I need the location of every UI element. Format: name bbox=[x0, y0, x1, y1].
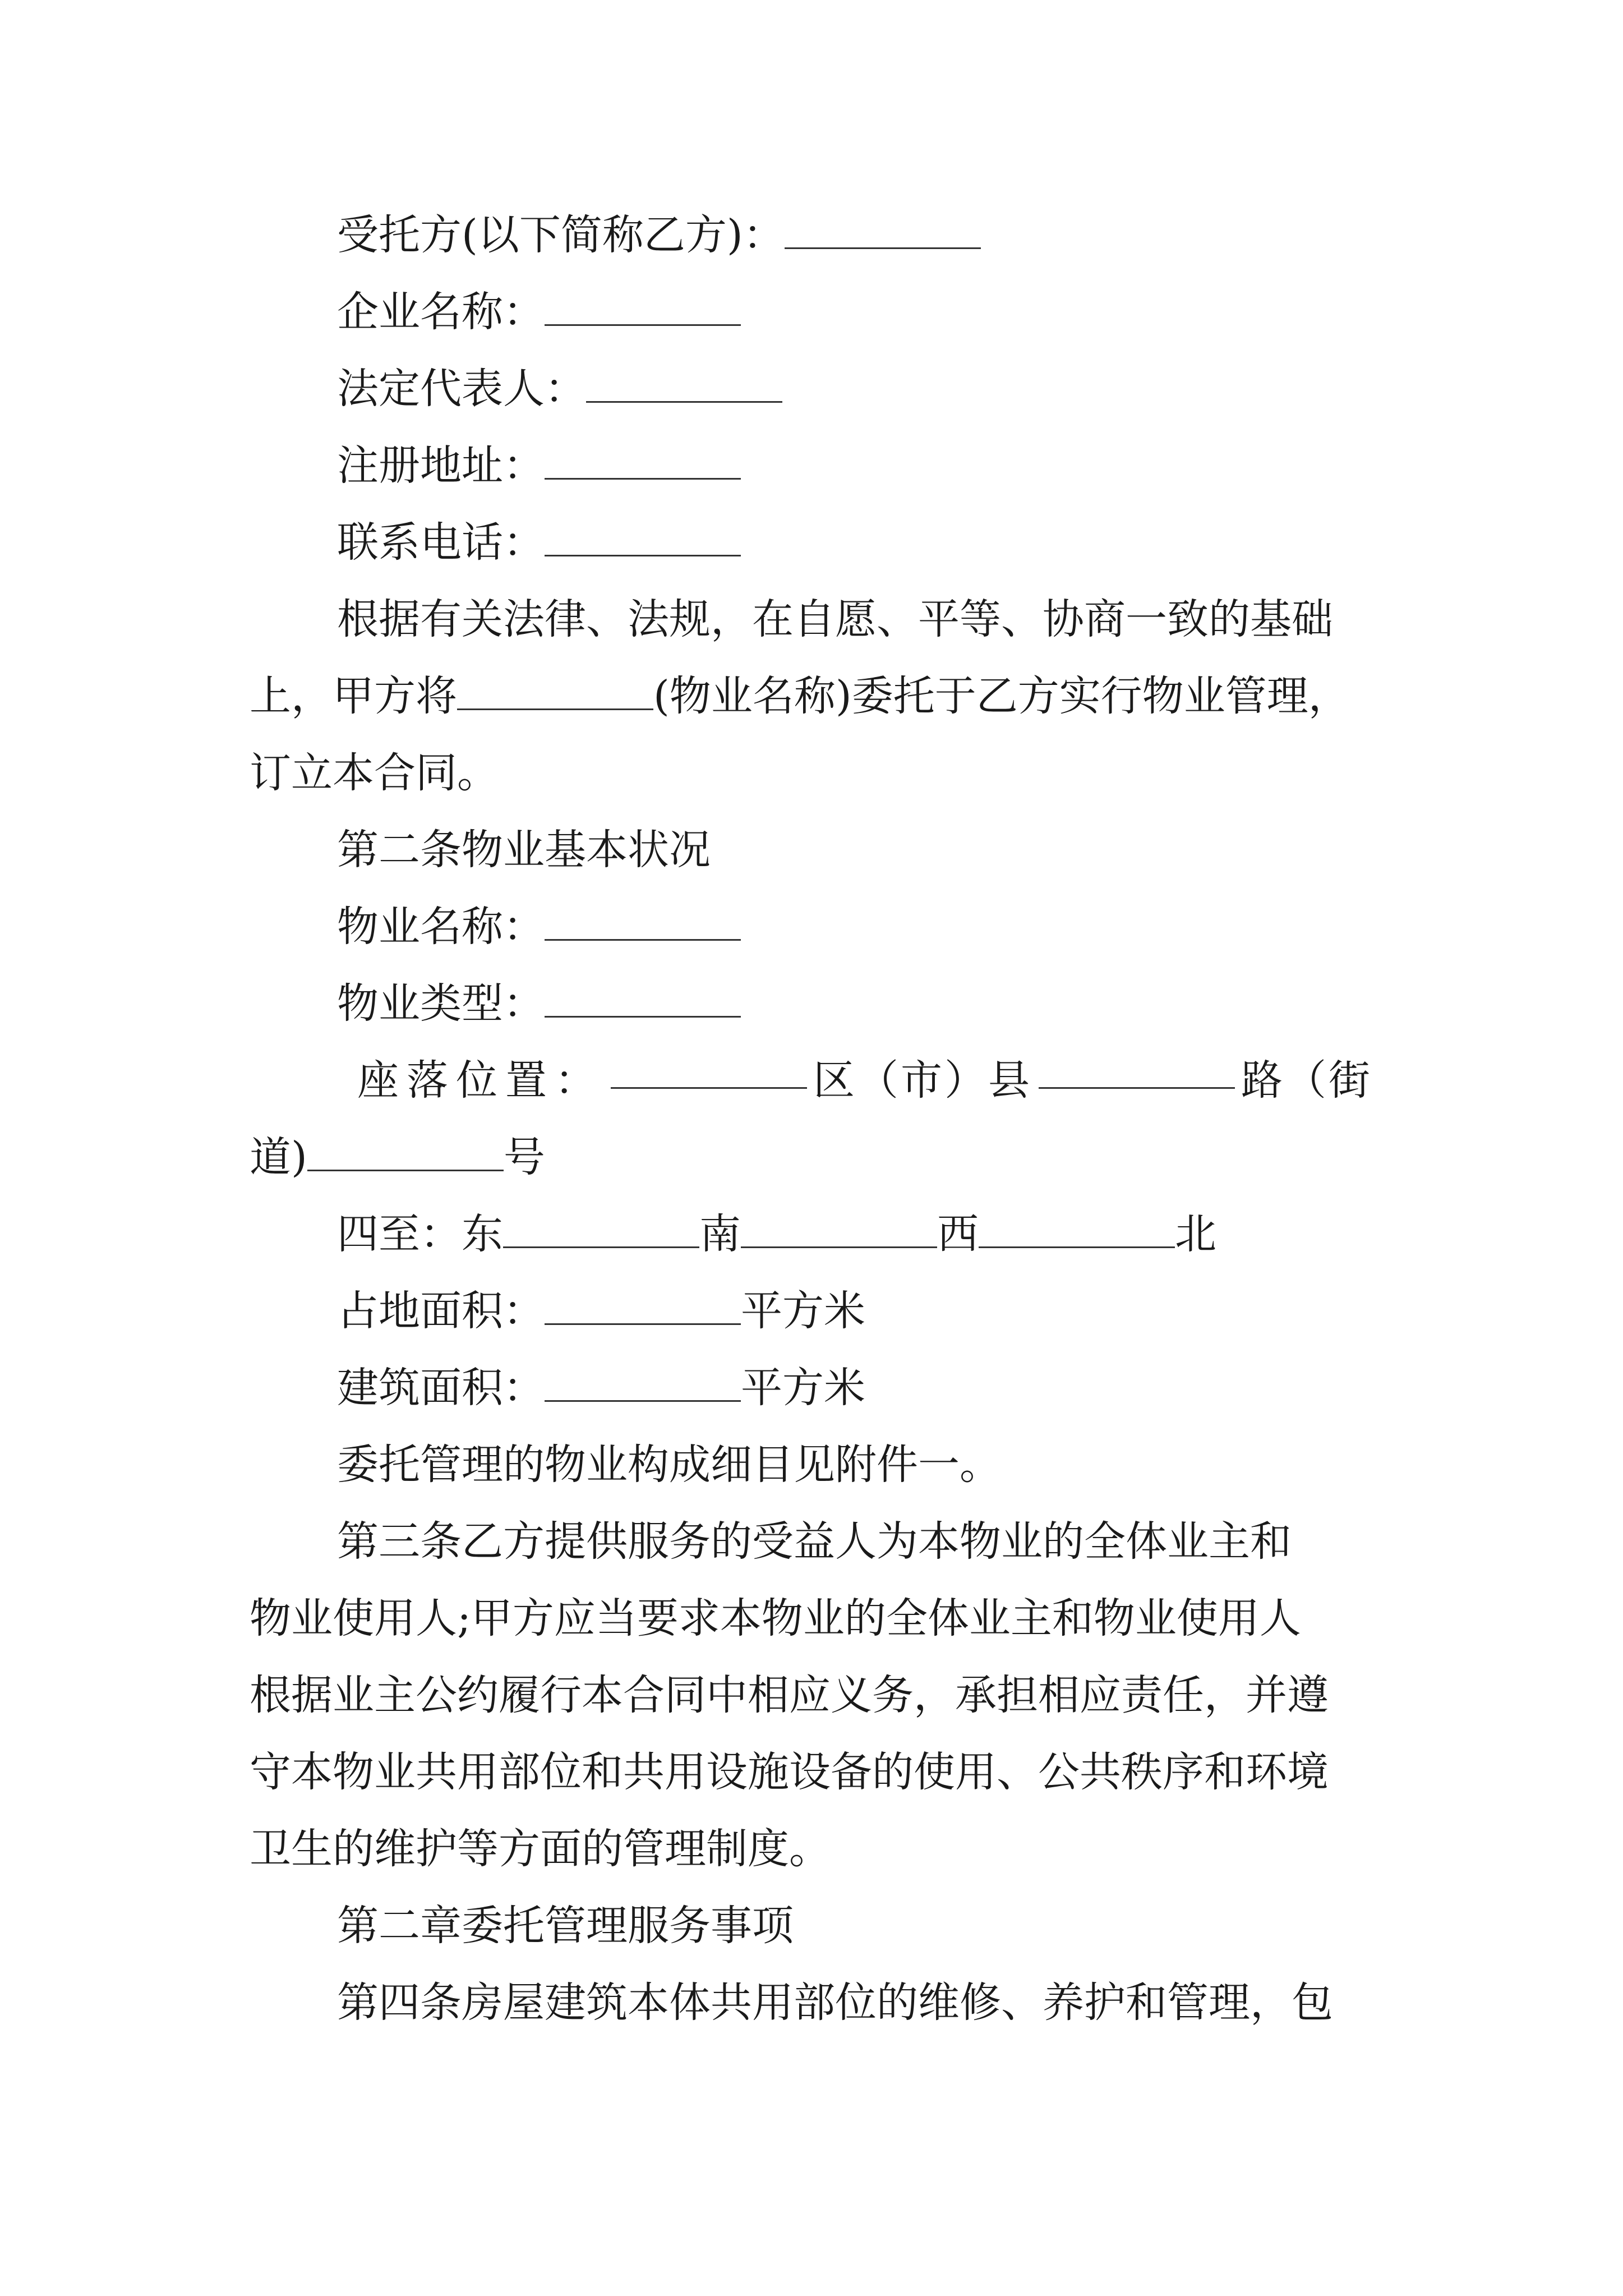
article-3-line-5 bbox=[250, 1821, 831, 1877]
intro-text-1: 根据有关法律、法规，在自愿、平等、协商一致的基础 bbox=[337, 595, 1333, 643]
article-3-line-4 bbox=[250, 1744, 1329, 1800]
detail-note: 委托管理的物业构成细目见附件一。 bbox=[337, 1441, 1001, 1489]
location-district: 区（市）县 bbox=[813, 1056, 1032, 1105]
building-area-unit: 平方米 bbox=[741, 1364, 865, 1412]
location-road: 路（街 bbox=[1241, 1056, 1372, 1105]
land-area-unit: 平方米 bbox=[741, 1287, 865, 1335]
property-name-line bbox=[337, 899, 741, 955]
company-name-line bbox=[337, 284, 741, 340]
phone-label: 联系电话： bbox=[337, 518, 545, 567]
building-area-label: 建筑面积： bbox=[337, 1364, 545, 1412]
boundary-north-label: 北 bbox=[1175, 1210, 1216, 1258]
party-b-title-line bbox=[337, 207, 981, 263]
boundary-south-blank bbox=[741, 1212, 937, 1248]
land-area-blank bbox=[545, 1289, 741, 1325]
location-blank-2 bbox=[1039, 1052, 1235, 1089]
legal-rep-label: 法定代表人： bbox=[337, 365, 586, 413]
company-name-label: 企业名称： bbox=[337, 288, 545, 336]
legal-rep-line bbox=[337, 361, 782, 417]
location-label: 座落位置： bbox=[357, 1056, 604, 1105]
boundary-south-label: 南 bbox=[699, 1210, 741, 1258]
boundaries-label: 四至：东 bbox=[337, 1210, 503, 1258]
location-blank-3 bbox=[307, 1135, 504, 1171]
party-b-blank bbox=[785, 213, 981, 249]
phone-line bbox=[337, 514, 741, 570]
article-4-line-1 bbox=[337, 1975, 1333, 2031]
intro-text-2b: (物业名称)委托于乙方实行物业管理， bbox=[653, 672, 1350, 720]
detail-note-line bbox=[337, 1437, 1001, 1493]
property-type-line bbox=[337, 976, 741, 1032]
intro-text-2a: 上，甲方将 bbox=[250, 672, 457, 720]
property-type-label: 物业类型： bbox=[337, 979, 545, 1028]
article-4-text-1: 第四条房屋建筑本体共用部位的维修、养护和管理，包 bbox=[337, 1978, 1333, 2027]
legal-rep-blank bbox=[586, 366, 782, 403]
article-3-line-1 bbox=[337, 1513, 1292, 1570]
reg-address-blank bbox=[545, 443, 741, 480]
boundaries-line bbox=[337, 1206, 1216, 1262]
article-2-heading bbox=[337, 822, 711, 878]
location-number: 号 bbox=[503, 1133, 545, 1181]
location-blank-1 bbox=[611, 1052, 807, 1089]
property-name-inline-blank bbox=[457, 674, 653, 710]
chapter-2-heading-text: 第二章委托管理服务事项 bbox=[337, 1902, 794, 1950]
intro-line-1 bbox=[337, 591, 1333, 647]
article-3-text-2: 物业使用人;甲方应当要求本物业的全体业主和物业使用人 bbox=[250, 1594, 1301, 1642]
company-name-blank bbox=[545, 289, 741, 326]
article-3-line-3 bbox=[250, 1667, 1329, 1723]
location-line-2 bbox=[250, 1129, 545, 1185]
reg-address-line bbox=[337, 438, 741, 494]
article-3-text-4: 守本物业共用部位和共用设施设备的使用、公共秩序和环境 bbox=[250, 1748, 1329, 1796]
article-3-text-1: 第三条乙方提供服务的受益人为本物业的全体业主和 bbox=[337, 1517, 1292, 1566]
intro-line-3 bbox=[250, 745, 499, 801]
article-3-text-3: 根据业主公约履行本合同中相应义务，承担相应责任，并遵 bbox=[250, 1671, 1329, 1719]
party-b-title: 受托方(以下简称乙方)： bbox=[337, 211, 785, 259]
phone-blank bbox=[545, 520, 741, 556]
property-name-blank bbox=[545, 904, 741, 941]
article-3-text-5: 卫生的维护等方面的管理制度。 bbox=[250, 1825, 831, 1873]
building-area-line bbox=[337, 1360, 865, 1416]
land-area-label: 占地面积： bbox=[337, 1287, 545, 1335]
building-area-blank bbox=[545, 1365, 741, 1402]
article-2-heading-text: 第二条物业基本状况 bbox=[337, 826, 711, 874]
property-type-blank bbox=[545, 981, 741, 1018]
intro-text-3: 订立本合同。 bbox=[250, 749, 499, 797]
location-road-cont: 道) bbox=[250, 1133, 307, 1181]
boundary-west-blank bbox=[979, 1212, 1175, 1248]
boundary-east-blank bbox=[503, 1212, 699, 1248]
article-3-line-2 bbox=[250, 1590, 1301, 1646]
location-line bbox=[357, 1052, 1372, 1108]
property-name-label: 物业名称： bbox=[337, 903, 545, 951]
boundary-west-label: 西 bbox=[937, 1210, 979, 1258]
intro-line-2 bbox=[250, 668, 1350, 724]
reg-address-label: 注册地址： bbox=[337, 441, 545, 490]
chapter-2-heading bbox=[337, 1898, 794, 1954]
land-area-line bbox=[337, 1283, 865, 1339]
